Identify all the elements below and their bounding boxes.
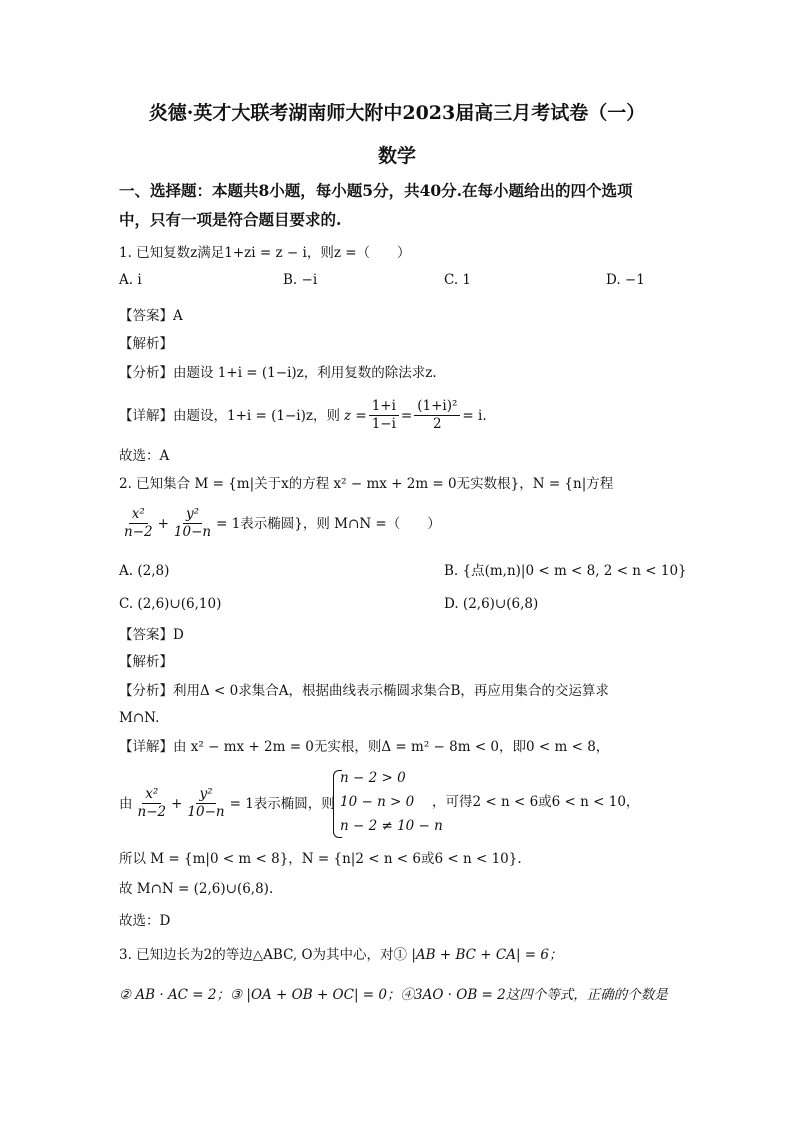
q3-line1-expr: |AB + BC + CA| = 6； (411, 947, 563, 963)
q2-stem-fraction-1-den: n−2 (124, 524, 153, 540)
q1-fraction-2-den: 2 (433, 416, 442, 432)
q2-answer: 【答案】D (119, 627, 184, 643)
q2-option-c: C. (2,6)∪(6,10) (119, 596, 222, 612)
q2-stem-fraction-2-den: 10−n (173, 524, 212, 540)
q2-stem-line2-tail: = 1表示椭圆}，则 M∩N =（ ） (216, 515, 441, 532)
q1-option-c: C. 1 (444, 272, 472, 288)
q2-system-row-2: 10 − n > 0 (340, 794, 415, 810)
q2-stem-plus: + (157, 515, 169, 532)
q2-analysis-label: 【解析】 (119, 654, 173, 670)
q1-choose: 故选：A (119, 448, 170, 464)
q2-choose: 故选：D (119, 913, 171, 929)
q1-xiangjie-z: z = (343, 407, 367, 424)
q1-fraction-1-den: 1−i (371, 416, 396, 432)
q3-line1 (119, 945, 562, 965)
q1-fraction-1-num: 1+i (369, 398, 399, 416)
q1-analysis-label: 【解析】 (119, 336, 173, 352)
section-heading-line2: 中，只有一项是符合题目要求的. (119, 210, 342, 229)
q2-fenxi-line2: M∩N. (119, 710, 160, 726)
q1-fenxi: 【分析】由题设 1+i = (1−i)z，利用复数的除法求z. (119, 365, 437, 381)
exam-title: 炎德·英才大联考湖南师大附中2023届高三月考试卷（一） (148, 102, 646, 124)
q1-option-b: B. −i (283, 272, 318, 288)
q2-option-d: D. (2,6)∪(6,8) (444, 596, 539, 612)
q2-option-a: A. (2,8) (119, 563, 170, 579)
q2-gu: 故 M∩N = (2,6)∪(6,8). (119, 881, 274, 897)
q1-stem: 1. 已知复数z满足1+zi = z − i，则z =（ ） (119, 245, 411, 261)
q2-xiangjie-line1: 【详解】由 x² − mx + 2m = 0无实根，则Δ = m² − 8m < 0，即0 < m < 8， (119, 739, 610, 755)
q2-xiangjie-fraction-2-den: 10−n (187, 804, 225, 820)
q3-line2-a: ② AB · AC = 2；③ (119, 987, 243, 1003)
q2-suoyi: 所以 M = {m|0 < m < 8}，N = {n|2 < n < 6或6 < n < 10}. (119, 851, 522, 867)
q2-xiangjie-mid: = 1表示椭圆，则 (229, 795, 335, 812)
q2-stem-fraction-1-num: x² (129, 506, 148, 524)
q3-line2-b: |OA + OB + OC| = 0；④3AO · OB = 2这四个等式，正确的个数是 (246, 987, 668, 1003)
q2-option-b: B. {点(m,n)|0 < m < 8, 2 < n < 10} (444, 563, 687, 579)
q1-equals: = (400, 407, 413, 424)
section-heading-line1: 一、选择题：本题共8小题，每小题5分，共40分.在每小题给出的四个选项 (119, 181, 633, 200)
q1-option-d: D. −1 (606, 272, 645, 288)
q3-line1-prefix: 3. 已知边长为2的等边△ABC, O为其中心，对① (119, 947, 408, 963)
q2-fenxi-line1: 【分析】利用Δ < 0求集合A，根据曲线表示椭圆求集合B，再应用集合的交运算求 (119, 683, 609, 699)
q1-fraction-1 (369, 398, 399, 433)
q2-stem-line2 (119, 506, 441, 541)
q2-stem-fraction-2 (171, 506, 214, 541)
q2-xiangjie-fraction-1-num: x² (142, 786, 161, 804)
q2-xiangjie-you: 由 (119, 795, 133, 812)
q2-system-result: ，可得2 < n < 6或6 < n < 10， (432, 794, 640, 810)
subject-title: 数学 (377, 145, 416, 167)
q2-system-row-1: n − 2 > 0 (340, 770, 406, 786)
q1-xiangjie (119, 398, 487, 433)
q2-xiangjie-fraction-1 (135, 786, 170, 821)
q2-xiangjie-fraction-1-den: n−2 (137, 804, 167, 820)
q2-stem-line1: 2. 已知集合 M = {m|关于x的方程 x² − mx + 2m = 0无实数根}，N = {n|方程 (119, 476, 614, 492)
q2-xiangjie-plus: + (171, 795, 183, 812)
q1-fraction-2-num: (1+i)² (414, 398, 460, 416)
q1-xiangjie-prefix: 【详解】由题设，1+i = (1−i)z，则 (119, 407, 340, 424)
q1-xiangjie-tail: = i. (462, 407, 487, 424)
q2-stem-fraction-2-num: y² (183, 506, 202, 524)
q1-fraction-2 (414, 398, 460, 433)
q2-xiangjie-line2 (119, 786, 335, 821)
q1-answer: 【答案】A (119, 308, 183, 324)
q1-option-a: A. i (119, 272, 142, 288)
q2-xiangjie-fraction-2 (184, 786, 227, 821)
q2-stem-fraction-1 (121, 506, 156, 541)
q3-line2 (119, 985, 668, 1005)
q2-xiangjie-fraction-2-num: y² (196, 786, 215, 804)
q2-system-row-3: n − 2 ≠ 10 − n (340, 818, 443, 834)
